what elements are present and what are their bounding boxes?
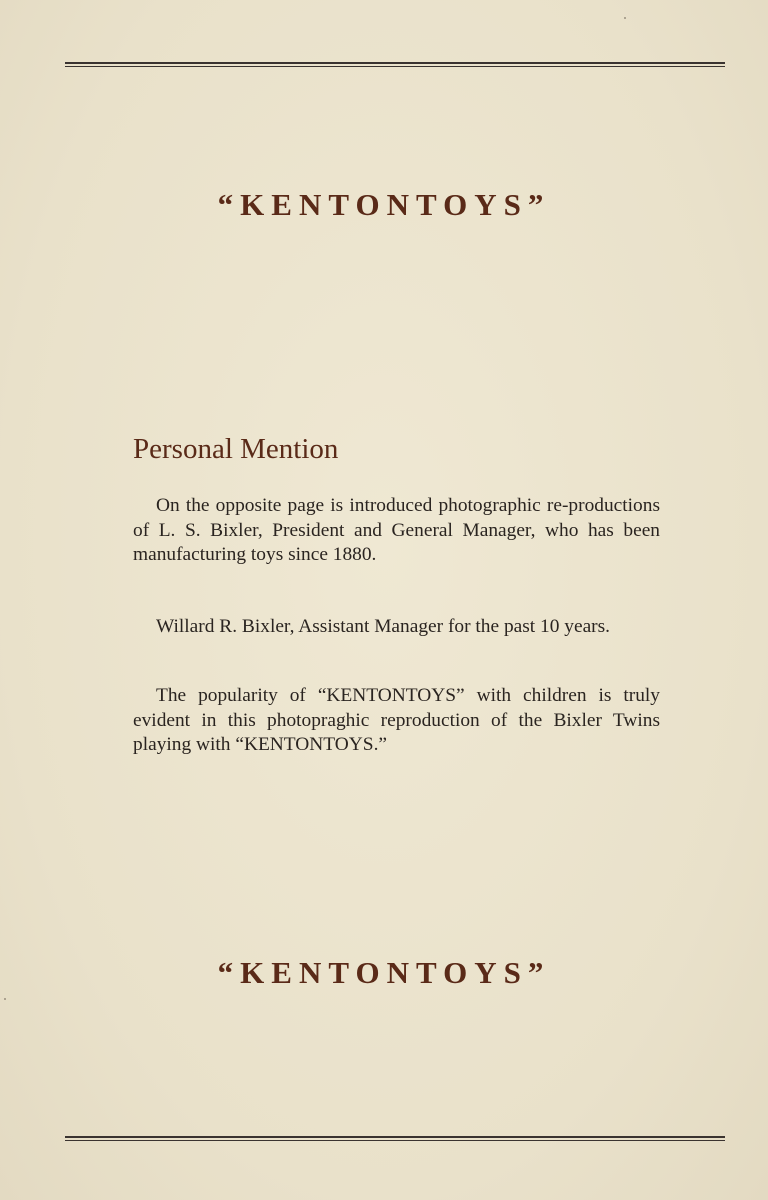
paper-speck — [624, 17, 626, 19]
bottom-double-rule — [65, 1136, 725, 1141]
brand-title-top: “KENTONTOYS” — [217, 187, 551, 222]
paragraph-introduction: On the opposite page is introduced photographic re-productions of L. S. Bixler, President and General Manager, who has been manufacturing toys since 1880. — [133, 495, 660, 565]
brand-title-bottom: “KENTONTOYS” — [217, 955, 551, 990]
paper-speck — [4, 998, 6, 1000]
section-heading: Personal Mention — [133, 433, 339, 465]
paragraph-assistant-manager: Willard R. Bixler, Assistant Manager for the past 10 years. — [156, 616, 611, 637]
top-double-rule — [65, 62, 725, 67]
paragraph-popularity: The popularity of “KENTONTOYS” with children is truly evident in this photopraghic reproduction of the Bixler Twins playing with “KENTONTOYS.” — [133, 685, 660, 755]
